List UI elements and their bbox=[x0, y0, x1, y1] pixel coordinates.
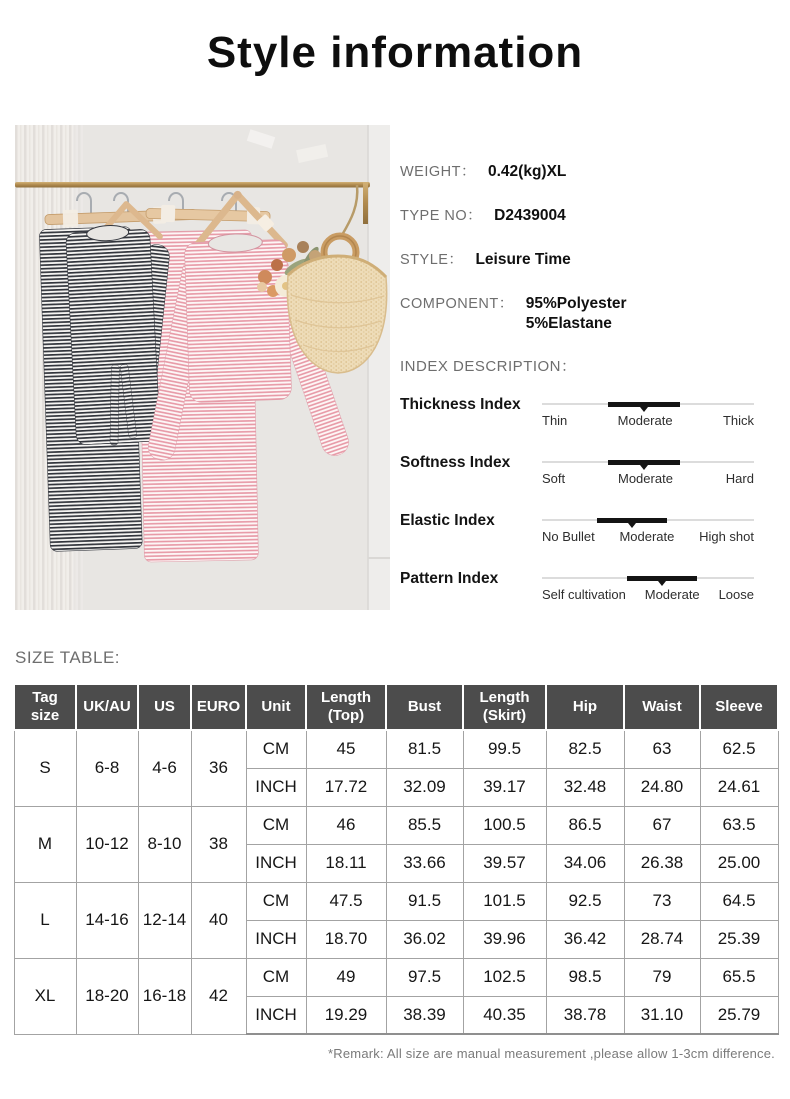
header-unit: Unit bbox=[246, 684, 306, 730]
value-cell: 28.74 bbox=[624, 920, 700, 958]
type-no-label: TYPE NO： bbox=[400, 208, 483, 224]
slider-active-segment bbox=[608, 402, 680, 407]
value-cell: 38.39 bbox=[386, 996, 463, 1034]
component-label: COMPONENT： bbox=[400, 296, 514, 312]
pattern-index-row bbox=[400, 569, 785, 602]
weight-label: WEIGHT： bbox=[400, 164, 476, 180]
value-cell: 86.5 bbox=[546, 806, 624, 844]
value-cell: 82.5 bbox=[546, 730, 624, 768]
us-cell: 16-18 bbox=[138, 958, 191, 1034]
header-euro: EURO bbox=[191, 684, 246, 730]
uk-au-cell: 18-20 bbox=[76, 958, 138, 1034]
slider-active-segment bbox=[608, 460, 680, 465]
value-cell: 64.5 bbox=[700, 882, 778, 920]
size-table-label: SIZE TABLE: bbox=[15, 648, 121, 667]
value-cell: 17.72 bbox=[306, 768, 386, 806]
us-cell: 8-10 bbox=[138, 806, 191, 882]
level-label: Thin bbox=[542, 413, 568, 428]
euro-cell: 38 bbox=[191, 806, 246, 882]
tag-size-cell: XL bbox=[14, 958, 76, 1034]
weight-value: 0.42(kg)XL bbox=[488, 163, 567, 180]
softness-index-slider bbox=[542, 453, 754, 486]
slider-track bbox=[542, 403, 754, 405]
value-cell: 39.17 bbox=[463, 768, 546, 806]
page-title: Style information bbox=[206, 28, 584, 77]
value-cell: 102.5 bbox=[463, 958, 546, 996]
unit-cell: INCH bbox=[246, 768, 306, 806]
value-cell: 36.42 bbox=[546, 920, 624, 958]
elastic-index-row bbox=[400, 511, 785, 544]
slider-track bbox=[542, 577, 754, 579]
index-description-section bbox=[400, 355, 785, 627]
index-description-label: INDEX DESCRIPTION： bbox=[400, 358, 577, 375]
value-cell: 49 bbox=[306, 958, 386, 996]
product-photo bbox=[15, 125, 390, 610]
slider-track bbox=[542, 461, 754, 463]
value-cell: 101.5 bbox=[463, 882, 546, 920]
style-value: Leisure Time bbox=[475, 251, 571, 268]
value-cell: 18.70 bbox=[306, 920, 386, 958]
value-cell: 99.5 bbox=[463, 730, 546, 768]
header-waist: Waist bbox=[624, 684, 700, 730]
component-value-line1: 95%Polyester bbox=[525, 295, 627, 312]
unit-cell: INCH bbox=[246, 844, 306, 882]
header-length-top: Length (Top) bbox=[306, 684, 386, 730]
value-cell: 97.5 bbox=[386, 958, 463, 996]
product-photo-illustration bbox=[15, 125, 390, 610]
value-cell: 65.5 bbox=[700, 958, 778, 996]
value-cell: 85.5 bbox=[386, 806, 463, 844]
unit-cell: CM bbox=[246, 882, 306, 920]
level-label: Self cultivation bbox=[542, 587, 626, 602]
component-value-line2: 5%Elastane bbox=[525, 315, 612, 332]
uk-au-cell: 14-16 bbox=[76, 882, 138, 958]
level-label: High shot bbox=[699, 529, 754, 544]
level-label: No Bullet bbox=[542, 529, 595, 544]
value-cell: 100.5 bbox=[463, 806, 546, 844]
pattern-index-name: Pattern Index bbox=[400, 570, 499, 587]
euro-cell: 40 bbox=[191, 882, 246, 958]
header-tag-size: Tag size bbox=[14, 684, 76, 730]
value-cell: 47.5 bbox=[306, 882, 386, 920]
value-cell: 40.35 bbox=[463, 996, 546, 1034]
header-uk-au: UK/AU bbox=[76, 684, 138, 730]
header-bust: Bust bbox=[386, 684, 463, 730]
size-table-header-row bbox=[14, 684, 778, 730]
style-field bbox=[400, 250, 782, 270]
value-cell: 63 bbox=[624, 730, 700, 768]
uk-au-cell: 6-8 bbox=[76, 730, 138, 806]
us-cell: 12-14 bbox=[138, 882, 191, 958]
elastic-index-name: Elastic Index bbox=[400, 512, 495, 529]
level-label: Thick bbox=[722, 413, 754, 428]
unit-cell: INCH bbox=[246, 996, 306, 1034]
value-cell: 25.79 bbox=[700, 996, 778, 1034]
type-no-field bbox=[400, 206, 782, 226]
value-cell: 18.11 bbox=[306, 844, 386, 882]
value-cell: 81.5 bbox=[386, 730, 463, 768]
level-label: Moderate bbox=[617, 413, 673, 428]
value-cell: 67 bbox=[624, 806, 700, 844]
unit-cell: CM bbox=[246, 958, 306, 996]
unit-cell: CM bbox=[246, 730, 306, 768]
level-label: Hard bbox=[725, 471, 754, 486]
uk-au-cell: 10-12 bbox=[76, 806, 138, 882]
value-cell: 33.66 bbox=[386, 844, 463, 882]
value-cell: 39.57 bbox=[463, 844, 546, 882]
type-no-value: D2439004 bbox=[494, 207, 566, 224]
value-cell: 25.39 bbox=[700, 920, 778, 958]
value-cell: 73 bbox=[624, 882, 700, 920]
table-row-xl-cm bbox=[14, 958, 778, 996]
weight-field bbox=[400, 162, 782, 182]
softness-index-name: Softness Index bbox=[400, 454, 511, 471]
style-label: STYLE： bbox=[400, 252, 464, 268]
value-cell: 92.5 bbox=[546, 882, 624, 920]
euro-cell: 36 bbox=[191, 730, 246, 806]
table-row-l-cm bbox=[14, 882, 778, 920]
header-sleeve: Sleeve bbox=[700, 684, 778, 730]
slider-active-segment bbox=[627, 576, 697, 581]
value-cell: 19.29 bbox=[306, 996, 386, 1034]
thickness-index-name: Thickness Index bbox=[400, 396, 521, 413]
component-field bbox=[400, 294, 782, 334]
level-label: Loose bbox=[718, 587, 754, 602]
value-cell: 34.06 bbox=[546, 844, 624, 882]
header-us: US bbox=[138, 684, 191, 730]
softness-index-row bbox=[400, 453, 785, 486]
level-label: Soft bbox=[542, 471, 566, 486]
thickness-index-row bbox=[400, 395, 785, 428]
value-cell: 91.5 bbox=[386, 882, 463, 920]
value-cell: 98.5 bbox=[546, 958, 624, 996]
value-cell: 31.10 bbox=[624, 996, 700, 1034]
value-cell: 63.5 bbox=[700, 806, 778, 844]
slider-active-segment bbox=[597, 518, 667, 523]
elastic-index-slider bbox=[542, 511, 754, 544]
value-cell: 32.48 bbox=[546, 768, 624, 806]
value-cell: 46 bbox=[306, 806, 386, 844]
value-cell: 38.78 bbox=[546, 996, 624, 1034]
header-hip: Hip bbox=[546, 684, 624, 730]
value-cell: 45 bbox=[306, 730, 386, 768]
level-label: Moderate bbox=[618, 471, 673, 486]
value-cell: 79 bbox=[624, 958, 700, 996]
table-row-s-cm bbox=[14, 730, 778, 768]
level-label: Moderate bbox=[644, 587, 700, 602]
table-row-m-cm bbox=[14, 806, 778, 844]
header-length-skirt: Length (Skirt) bbox=[463, 684, 546, 730]
tag-size-cell: L bbox=[14, 882, 76, 958]
unit-cell: INCH bbox=[246, 920, 306, 958]
tag-size-cell: M bbox=[14, 806, 76, 882]
value-cell: 24.80 bbox=[624, 768, 700, 806]
slider-track bbox=[542, 519, 754, 521]
level-label: Moderate bbox=[619, 529, 675, 544]
us-cell: 4-6 bbox=[138, 730, 191, 806]
size-table bbox=[13, 683, 779, 1035]
thickness-index-slider bbox=[542, 395, 754, 428]
component-value bbox=[526, 294, 627, 334]
value-cell: 36.02 bbox=[386, 920, 463, 958]
value-cell: 62.5 bbox=[700, 730, 778, 768]
value-cell: 32.09 bbox=[386, 768, 463, 806]
unit-cell: CM bbox=[246, 806, 306, 844]
euro-cell: 42 bbox=[191, 958, 246, 1034]
pattern-index-slider bbox=[542, 569, 754, 602]
value-cell: 25.00 bbox=[700, 844, 778, 882]
remark-text: *Remark: All size are manual measurement ,please allow 1-3cm difference. bbox=[328, 1046, 775, 1061]
value-cell: 39.96 bbox=[463, 920, 546, 958]
tag-size-cell: S bbox=[14, 730, 76, 806]
product-info bbox=[400, 162, 782, 358]
value-cell: 26.38 bbox=[624, 844, 700, 882]
value-cell: 24.61 bbox=[700, 768, 778, 806]
